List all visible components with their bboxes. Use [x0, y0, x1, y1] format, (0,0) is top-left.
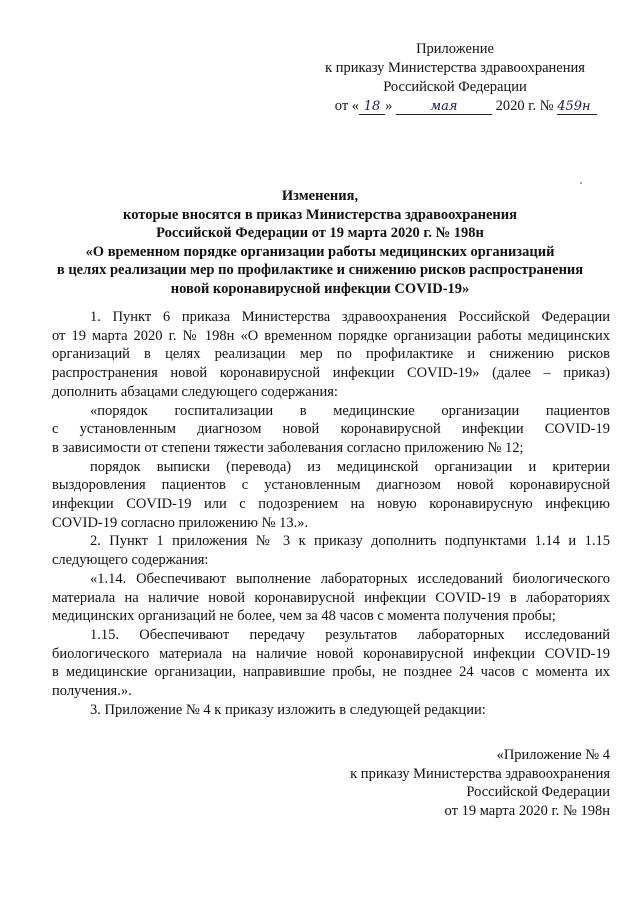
handwritten-day: 18 [359, 100, 385, 115]
body-line: «1.14. Обеспечивают выполнение лабораторных исследований биологического [90, 570, 610, 587]
body-line: «порядок госпитализации в медицинские организации пациентов [90, 402, 610, 419]
appendix-4-country: Российской Федерации [466, 784, 610, 801]
body-line: получения.». [52, 683, 132, 700]
appendix-label: Приложение [416, 41, 494, 57]
body-line: порядок выписки (перевода) из медицинской организации и критерии [90, 458, 610, 475]
document-title [30, 187, 610, 299]
body-line: инфекции COVID-19 или с подозрением на новую коронавирусную инфекцию [52, 496, 610, 513]
title-line-3: Российской Федерации от 19 марта 2020 г. № 198н [156, 225, 484, 242]
title-line-6: новой коронавирусной инфекции COVID-19» [170, 280, 470, 297]
body-line: биологического материала на наличие новой коронавирусной инфекции COVID-19 [52, 645, 610, 662]
title-line-1: Изменения, [281, 188, 359, 204]
date-prefix: от « [334, 98, 360, 114]
appendix-4-date: от 19 марта 2020 г. № 198н [444, 803, 610, 820]
appendix-footer [300, 746, 610, 821]
appendix-order-ref: к приказу Министерства здравоохранения [325, 60, 585, 76]
title-line-2: которые вносятся в приказ Министерства здравоохранения [123, 206, 517, 223]
appendix-4-order-ref: к приказу Министерства здравоохранения [350, 765, 610, 782]
body-line: 1.15. Обеспечивают передачу результатов лабораторных исследований [90, 626, 610, 643]
body-line: в зависимости от степени тяжести заболевания согласно приложению № 12; [52, 439, 524, 456]
body-line: распространения новой коронавирусной инфекции COVID-19» (далее – приказ) [52, 365, 610, 382]
appendix-date-line [300, 97, 610, 116]
body-line: 3. Приложение № 4 к приказу изложить в следующей редакции: [90, 701, 486, 718]
body-line: материала на наличие новой коронавирусной инфекции COVID-19 в лабораториях [52, 589, 610, 606]
body-line: выздоровления пациентов с установленным диагнозом новой коронавирусной [52, 477, 610, 494]
handwritten-month: мая [396, 100, 492, 115]
body-line: от 19 марта 2020 г. № 198н «О временном порядке организации работы медицинских [52, 327, 610, 344]
appendix-header [300, 40, 610, 116]
document-body [52, 308, 610, 719]
date-mid: » [385, 98, 393, 114]
appendix-country: Российской Федерации [383, 79, 527, 95]
body-line: 2. Пункт 1 приложения № 3 к приказу дополнить подпунктами 1.14 и 1.15 [90, 533, 610, 550]
scan-speck [580, 182, 582, 184]
title-line-5: в целях реализации мер по профилактике и снижению рисков распространения [56, 262, 584, 279]
body-line: организаций в целях реализации мер по профилактике и снижению рисков [52, 346, 610, 363]
body-line: следующего содержания: [52, 552, 209, 569]
handwritten-number: 459н [557, 100, 597, 115]
body-line: с установленным диагнозом новой коронавирусной инфекции COVID-19 [52, 421, 610, 438]
body-line: дополнить абзацами следующего содержания: [52, 383, 338, 400]
title-line-4: «О временном порядке организации работы медицинских организаций [85, 243, 555, 260]
body-line: медицинских организаций не более, чем за 48 часов с момента получения пробы; [52, 608, 556, 625]
body-line: COVID-19 согласно приложению № 13.». [52, 514, 309, 531]
body-line: 1. Пункт 6 приказа Министерства здравоохранения Российской Федерации [90, 309, 610, 325]
appendix-4-label: «Приложение № 4 [496, 747, 610, 763]
date-year: 2020 г. № [495, 98, 554, 114]
body-line: в медицинские организации, направившие пробы, не позднее 24 часов с момента их [52, 664, 610, 681]
